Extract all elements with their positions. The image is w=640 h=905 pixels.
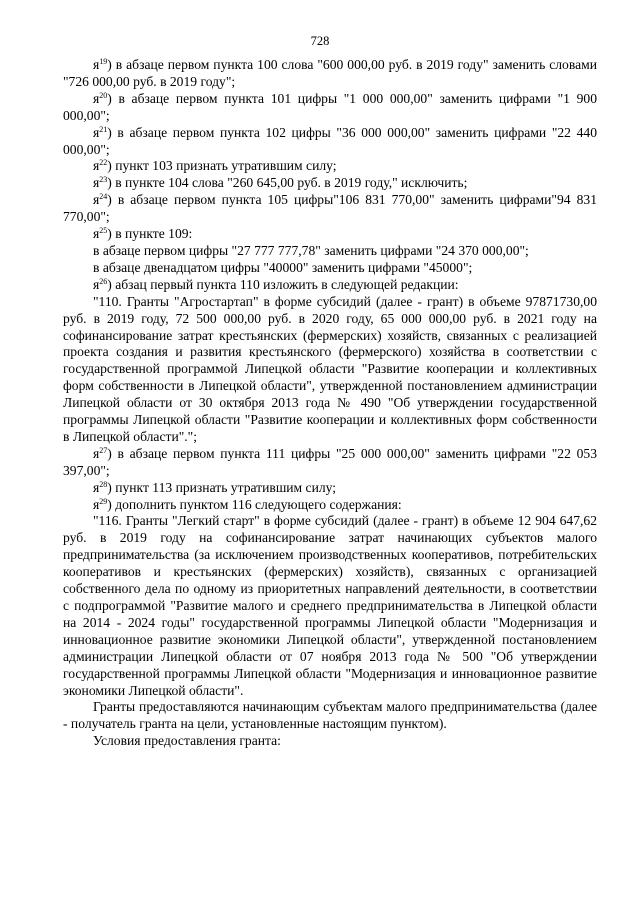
item-prefix: я: [93, 445, 100, 461]
item-27-paragraph: [63, 446, 597, 480]
item-prefix: я: [93, 124, 100, 140]
sub-paragraph-twelfth: в абзаце двенадцатом цифры "40000" заменить цифрами "45000";: [93, 259, 473, 275]
item-text: ) в пункте 109:: [107, 226, 193, 242]
item-prefix: я: [93, 158, 100, 174]
document-body: [63, 57, 597, 750]
item-prefix: я: [93, 90, 100, 106]
point-116-text: "116. Гранты "Легкий старт" в форме субсидий (далее - грант) в объеме 12 904 647,62 руб. в 2019 году на софинансирование затрат начинающих субъектов малого предпринимательства (за исключением производственных кооперативов, потребительских кооперативов и крестьянских (фермерских) хозяйств), связанных с организацией собственного дела по одному из приоритетных направлений деятельности, в соответствии с подпрограммой "Развитие малого и среднего предпринимательства в Липецкой области на 2014 - 2024 годы" государственной программы Липецкой области "Модернизация и инновационное развитие экономики Липецкой области", утвержденной постановлением администрации Липецкой области от 07 ноября 2013 года № 500 "Об утверждении государственной программы Липецкой области "Модернизация и инновационное развитие экономики Липецкой области".: [63, 513, 597, 698]
item-prefix: я: [93, 479, 100, 495]
item-text: ) в абзаце первом пункта 102 цифры "36 000 000,00" заменить цифрами "22 440 000,00";: [63, 124, 597, 157]
item-text: ) в абзаце первом пункта 111 цифры "25 000 000,00" заменить цифрами "22 053 397,00";: [63, 445, 597, 478]
item-number: 25: [99, 226, 108, 236]
item-text: ) пункт 103 признать утратившим силу;: [107, 158, 337, 174]
item-prefix: я: [93, 276, 100, 292]
item-26-paragraph: [63, 277, 597, 294]
item-22-paragraph: [63, 158, 597, 175]
item-number: 19: [99, 57, 108, 66]
item-text: ) в абзаце первом пункта 101 цифры "1 000 000,00" заменить цифрами "1 900 000,00";: [63, 90, 597, 123]
item-25-paragraph: [63, 226, 597, 243]
point-110-text: "110. Гранты "Агростартап" в форме субсидий (далее - грант) в объеме 97871730,00 руб. в 2019 году, 72 500 000,00 руб. в 2020 году, 65 000 000,00 руб. в 2021 году на софинансирование затрат крестьянских (фермерских) хозяйств, связанных с реализацией проекта создания и развития крестьянского (фермерского) хозяйства в соответствии с государственной программой Липецкой области "Развитие кооперации и коллективных форм собственности в Липецкой области", утвержденной постановлением администрации Липецкой области от 30 октября 2013 года № 490 "Об утверждении государственной программы Липецкой области "Развитие кооперации и коллективных форм собственности в Липецкой области".";: [63, 293, 597, 444]
page-number: 728: [310, 34, 330, 48]
item-text: ) пункт 113 признать утратившим силу;: [107, 479, 337, 495]
item-prefix: я: [93, 175, 100, 191]
item-prefix: я: [93, 226, 100, 242]
item-text: ) абзац первый пункта 110 изложить в следующей редакции:: [107, 276, 459, 292]
item-text: ) дополнить пунктом 116 следующего содержания:: [107, 496, 402, 512]
item-prefix: я: [93, 496, 100, 512]
item-number: 28: [99, 479, 108, 489]
item-20-paragraph: [63, 91, 597, 125]
item-number: 27: [99, 445, 108, 455]
grant-conditions-heading: Условия предоставления гранта:: [93, 733, 281, 749]
sub-paragraph-first: в абзаце первом цифры "27 777 777,78" заменить цифрами "24 370 000,00";: [93, 242, 529, 258]
item-number: 29: [99, 496, 108, 506]
item-29-paragraph: [63, 497, 597, 514]
item-number: 24: [99, 192, 108, 202]
item-28-paragraph: [63, 480, 597, 497]
item-number: 26: [99, 276, 108, 286]
item-text: ) в пункте 104 слова "260 645,00 руб. в 2019 году," исключить;: [107, 175, 468, 191]
item-19-paragraph: [63, 57, 597, 91]
item-text: ) в абзаце первом пункта 100 слова "600 000,00 руб. в 2019 году" заменить словами "726 000,00 руб. в 2019 году";: [63, 57, 597, 89]
item-24-paragraph: [63, 192, 597, 226]
item-number: 22: [99, 158, 108, 168]
item-number: 20: [99, 90, 108, 100]
item-number: 21: [99, 124, 108, 134]
item-number: 23: [99, 175, 108, 185]
item-23-paragraph: [63, 175, 597, 192]
grants-recipients-paragraph: Гранты предоставляются начинающим субъектам малого предпринимательства (далее - получатель гранта на цели, установленные настоящим пунктом).: [63, 699, 597, 732]
item-prefix: я: [93, 192, 100, 208]
item-21-paragraph: [63, 125, 597, 159]
item-prefix: я: [93, 57, 100, 72]
item-text: ) в абзаце первом пункта 105 цифры"106 831 770,00" заменить цифрами"94 831 770,00";: [63, 192, 597, 225]
